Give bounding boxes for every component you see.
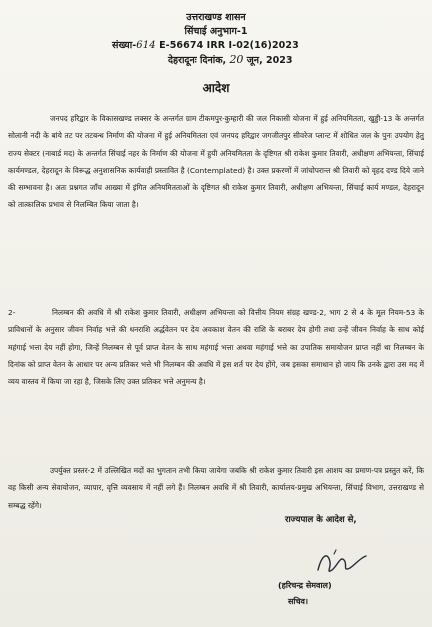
paragraph-2-text: निलम्बन की अवधि में श्री राकेश कुमार तिवारी, अधीक्षण अभियन्ता को वित्तीय नियम संग्रह खण्ड-2, भाग 2 से 4 के मूल नियम-53 के प्राविधानों के अनुसार जीवन निर्वाह भत्ते की धनराशि अर्द्धवेतन पर देय अवकाश वेतन की राशि के बराबर देय होगी तथा उन्हें जीवन निर्वाह के साथ कोई महंगाई भत्ता देय नहीं होगा, जिन्हें निलम्बन से पूर्व प्राप्त वेतन के साथ महंगाई भत्ता अथवा महंगाई भत्ते का उपातिक समायोजन प्राप्त नहीं था निलम्बन के दिनांक को प्राप्त वेतन के आधार पर अन्य प्रतिकर भत्ते भी निलम्बन की अवधि में इस शर्त पर देय होंगे, जब इसका समाधान हो जाय कि उनके द्वारा उस मद में व्यय वास्तव में किया जा रहा है, जिसके लिए उक्त प्रतिकर भत्ते अनुमन्य है। bbox=[8, 308, 424, 387]
reference-suffix: E-56674 IRR I-02(16)2023 bbox=[155, 40, 299, 51]
paragraph-1: जनपद हरिद्वार के विकासखण्ड लक्सर के अन्तर्गत ग्राम टीकमपुर-कुम्हारी की जल निकासी योजना में हुई अनियमितता, खुड्डी-13 के अन्तर्गत सोलानी नदी के बांये तट पर तटबन्ध निर्माण की योजना में हुई अनियमितता एवं जनपद हरिद्वार जगजीतपुर सीवरेज प्लान्ट में शोधित जल के पुनः उपयोग हेतु राज्य सेक्टर (नाबार्ड मद) के अन्तर्गत सिंचाई नहर के निर्माण की योजना में हुयी अनियमितता के दृष्टिगत श्री राकेश कुमार तिवारी, अधीक्षण अभियन्ता, सिंचाई कार्यमण्डल, देहरादून के विरूद्ध अनुशासनिक कार्यवाही प्रस्तावित है (Contemplated) है। उक्त प्रकरणों में जांचोपरान्त श्री तिवारी को वृहद दण्ड दिये जाने की सम्भावना है। अतः प्रश्नगत जाँच आख्या में इंगित अनियमितताओं के दृष्टिगत श्री राकेश कुमार तिवारी, अधीक्षण अभियन्ता, सिंचाई कार्य मण्डल, देहरादून को तात्कालिक प्रभाव से निलम्बित किया जाता है। bbox=[8, 114, 424, 210]
signatory-name: (हरिचन्द्र सेमवाल) bbox=[278, 581, 332, 590]
date-suffix: जून, 2023 bbox=[243, 55, 293, 66]
order-authority-line: राज्यपाल के आदेश से, bbox=[285, 515, 357, 525]
paragraph-2 bbox=[8, 304, 424, 390]
signatory-designation: सचिव। bbox=[288, 597, 309, 606]
issue-date bbox=[168, 53, 292, 66]
handwritten-signature bbox=[312, 548, 372, 578]
handwritten-date-day: 20 bbox=[229, 53, 244, 66]
signature-drawing bbox=[312, 548, 372, 578]
date-prefix: देहरादूनः दिनांक, bbox=[168, 55, 230, 66]
handwritten-reference-number: 614 bbox=[136, 40, 156, 51]
paragraph-3: उपर्युक्त प्रस्तर-2 में उल्लिखित मदों का भुगतान तभी किया जायेगा जबकि श्री राकेश कुमार तिवारी इस आशय का प्रमाण-पत्र प्रस्तुत करें, कि वह किसी अन्य सेवायोजन, व्यापार, वृत्ति व्यवसाय में नहीं लगे हैं। निलम्बन अवधि में श्री तिवारी, कार्यालय-प्रमुख अभियन्ता, सिंचाई विभाग, उत्तराखण्ड से सम्बद्ध रहेंगे। bbox=[8, 466, 424, 510]
reference-number bbox=[112, 38, 299, 51]
issuer-section: सिंचाई अनुभाग-1 bbox=[184, 26, 248, 37]
order-title: आदेश bbox=[202, 81, 230, 95]
paragraph-2-number: 2- bbox=[8, 308, 16, 317]
reference-prefix: संख्या- bbox=[112, 40, 137, 51]
issuer-government: उत्तराखण्ड शासन bbox=[186, 12, 246, 23]
